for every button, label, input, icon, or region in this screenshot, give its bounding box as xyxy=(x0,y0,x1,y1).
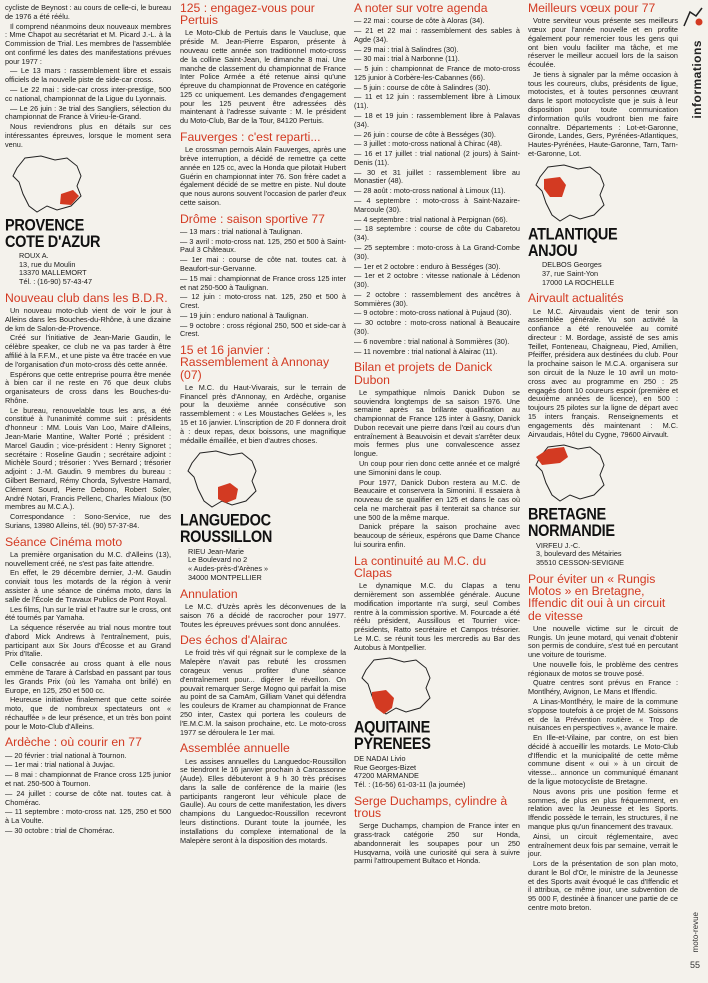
paragraph: Le crossman pernois Alain Fauverges, après une brève interruption, a décidé de remettre ça cette année en 125 cc, avec la Honda que pilotait Hubert Guérin en championnat inter 76. Son frère cadet a également décidé de se mettre en piste. Nul doute que nous aurons souvent l'occasion de parler d'eux cette saison. xyxy=(180,145,346,207)
paragraph: A Linas-Montlhéry, le maire de la commune s'oppose toutefois à ce projet de M. Soissons et de la Prévention routière. « Trop de nuisances en perspectives », avance le maire. xyxy=(528,697,678,733)
agenda-item: — 1er et 2 octobre : enduro à Bességes (30). xyxy=(354,261,501,271)
article-heading: Fauverges : c'est reparti... xyxy=(180,130,321,144)
correspondent-address xyxy=(188,548,346,583)
paragraph: Quatre centres sont prévus en France : Montlhéry, Avignon, Le Mans et Iffendic. xyxy=(528,678,678,697)
correspondent-address xyxy=(536,542,678,568)
list-item: — 15 mai : championnat de France cross 125 inter et nat 250-500 à Taulignan. xyxy=(180,273,346,292)
article-heading: Airvault actualités xyxy=(528,291,624,306)
agenda-item: — 3 juillet : moto-cross national à Chirac (48). xyxy=(354,139,503,149)
paragraph: Il comprend néanmoins deux nouveaux membres : Mme Chapot au secrétariat et M. Picard J.-L. à la Commission de Trial. Les membres de l'assemblée ont confirmé les dates des manifestations prévues pour 1977 : xyxy=(5,21,171,66)
agenda-item: — 16 et 17 juillet : trial national (2 jours) à Saint-Denis (11). xyxy=(354,149,520,167)
paragraph: Créé sur l'initiative de Jean-Marie Gaudin, le célèbre speaker, ce club ne va pas tarder à être affilié à la F.F.M., et une piste va être tracée en vue de l'organisation d'un moto-cross dès cette année. xyxy=(5,333,171,369)
paragraph: Je tiens à signaler par la même occasion à tous les coureurs, clubs, présidents de ligue, motocistes, et à toutes personnes œuvrant dans le sport motocycliste que je suis à leur disposition pour toute communication d'information qu'ils voudront bien me faire connaître. Départements : Lot-et-Garonne, Gironde, Landes, Gers, Pyrénées-Atlantiques, Hautes-Pyrénées, Haute-Garonne, Tarn, Tarn-et-Garonne, Lot. xyxy=(528,69,678,158)
page-number: 55 xyxy=(689,960,700,970)
list-item: — 9 octobre : cross régional 250, 500 et side-car à Crest. xyxy=(180,320,346,339)
region-highlight xyxy=(536,447,568,465)
agenda-item: — 5 juin : championnat de France de moto-cross 125 junior à Corbère-les-Cabannes (66). xyxy=(354,64,520,82)
article-heading: Pour éviter un « Rungis Motos » en Bretagne, Iffendic dit oui à un circuit de vitesse xyxy=(528,571,666,623)
agenda-item: — 25 septembre : moto-cross à La Grand-Combe (30). xyxy=(354,242,520,261)
agenda-item: — 26 juin : course de côte à Bességes (30). xyxy=(354,129,496,139)
region-title: LANGUEDOC ROUSSILLON xyxy=(180,512,273,547)
section-logo-icon xyxy=(682,6,704,30)
paragraph: Les films, l'un sur le trial et l'autre sur le cross, ont été tournés par Yamaha. xyxy=(5,604,171,623)
address-line: 34000 MONTPELLIER xyxy=(188,572,262,582)
paragraph: Un nouveau moto-club vient de voir le jour à Alleins dans les Bouches-du-Rhône, à une dizaine de km de Salon-de-Provence. xyxy=(5,306,171,333)
paragraph: — Le 22 mai : side-car cross inter-prestige, 500 cc national, championnat de la Ligue du Lyonnais. xyxy=(5,85,171,103)
paragraph: Nous reviendrons plus en détails sur ces intéressantes épreuves, lorsque le moment sera venu. xyxy=(5,122,171,149)
address-line: 13370 MALLEMORT xyxy=(19,268,87,278)
paragraph: Pour 1977, Danick Dubon restera au M.C. de Beaucaire et conservera la Simonini. Il essaiera à nouveau de se qualifier en 125 et dans le cas où cela ne marcherait pas il tenterait sa chance sur une 500 de la même marque. xyxy=(354,477,520,522)
agenda-item: — 30 mai : trial à Narbonne (11). xyxy=(354,54,460,64)
list-item: — 3 avril : moto-cross nat. 125, 250 et 500 à Saint-Paul 3 Châteaux. xyxy=(180,236,346,255)
agenda-item: — 6 novembre : trial national à Sommières (30). xyxy=(354,336,510,346)
region-title: BRETAGNE NORMANDIE xyxy=(528,506,615,541)
list-item: — 12 juin : moto-cross nat. 125, 250 et 500 à Crest. xyxy=(180,292,346,311)
list-item: — 11 septembre : moto-cross nat. 125, 250 et 500 à La Voulte. xyxy=(5,807,171,826)
agenda-item: — 18 septembre : course de côte du Cabaretou (34). xyxy=(354,224,520,243)
paragraph: Le sympathique nîmois Danick Dubon se souviendra longtemps de sa saison 1976. Une semaine après sa brillante qualification au championnat de France 125 inter à Gasny, Danick Dubon recevait une pierre dans l'œil au cours d'un entraînement à Beauvoisin et devait s'arrêter deux mois fermes plus une convalescence assez longue. xyxy=(354,387,520,459)
paragraph: Le M.C. du Haut-Vivarais, sur le terrain de Financel près d'Annonay, en Ardèche, organise pour la deuxième année consécutive son rassemblement : « Les Moustaches Gelées », les 15 et 16 janvier. L'inscription de 20 F donnera droit à : deux repas, deux boissons, une magnifique médaille émaillée, et bien d'autres choses. xyxy=(180,382,346,445)
section-label: informations xyxy=(690,40,704,119)
address-line: Tél. : (16-90) 57-43-47 xyxy=(19,277,93,287)
article-heading: Annulation xyxy=(180,586,238,601)
article-heading: 125 : engagez-vous pour Pertuis xyxy=(180,1,315,28)
address-line: DE NADAI Livio xyxy=(354,753,406,763)
agenda-item: — 9 octobre : moto-cross national à Pujaud (30). xyxy=(354,308,512,318)
paragraph: Le bureau, renouvelable tous les ans, a été constitué à l'unanimité comme suit : présidents d'honneur : MM. Louis Van Loo, Maire d'Alleins, Jean-Marie Mantine, Walter Porté ; président : Marcel Gaudin ; vice-président : Henry Signoret ; secrétaire : Roseline Gaudin ; secrétaire adjoint : Michèle Sourd ; trésorier : Yves Bernard ; trésorier adjoint : J.-M. Gaudin. 9 membres du bureau : Gilbert Bernard, Rémy Chorda, Sylvestre Hamard, Clément Sourd, Pierre Debono, Robert Soler, André Notari, Francis Pellenc, Charles Mialoux (50 membres au M.C.A.). xyxy=(5,405,171,512)
france-map-aquitaine xyxy=(360,656,438,718)
correspondent-address xyxy=(354,755,520,790)
article-heading: La continuité au M.C. du Clapas xyxy=(354,553,487,580)
article-heading: Bilan et projets de Danick Dubon xyxy=(354,360,493,387)
region-highlight xyxy=(544,177,566,197)
list-item: — 8 mai : championnat de France cross 125 junior et nat. 250-500 à Tournon. xyxy=(5,770,171,789)
agenda-item: — 4 septembre : trial national à Perpignan (66). xyxy=(354,214,508,224)
address-line: 47200 MARMANDE xyxy=(354,771,419,781)
address-line: ROUX A. xyxy=(19,250,49,260)
paragraph: Lors de la présentation de son plan moto, durant le Bol d'Or, le ministre de la Jeunesse et des Sports avait évoqué le cas d'Iffendic et il attribua, ce même jour, une subvention de 95 000 F, destinée à financer une partie de ce centre moto breton. xyxy=(528,859,678,912)
paragraph: Une nouvelle victime sur le circuit de Rungis. Un jeune motard, qui venait d'obtenir son permis de conduire, s'est tué en percutant une voiture de tourisme. xyxy=(528,623,678,660)
region-highlight xyxy=(372,690,394,714)
article-heading: Meilleurs vœux pour 77 xyxy=(528,1,656,15)
france-map-provence xyxy=(11,154,89,216)
paragraph: Serge Duchamps, champion de France inter en grass-track catégorie 250 sur Honda, abandonnerait les soupapes pour un 250 Husqvarna, voilà une curiosité qui sera à suivre parmi l'attroupement Bultaco et Honda. xyxy=(354,821,520,866)
correspondent-address xyxy=(19,252,171,287)
list-item: — 1er mai : course de côte nat. toutes cat. à Beaufort-sur-Gervanne. xyxy=(180,255,346,273)
article-heading: Des échos d'Alairac xyxy=(180,633,288,648)
article-heading: Séance Cinéma moto xyxy=(5,534,123,549)
address-line: Rue Georges-Bizet xyxy=(354,762,417,772)
paragraph: Les assises annuelles du Languedoc-Roussillon se tiendront le 16 janvier prochain à Carcassonne (Aude). Elles débuteront à 9 h 30 très précises dans la salle de conférence de la mairie (les participants rangeront leur véhicule place de Gaulle). Au cours de cette manifestation, les divers champions du Languedoc-Roussillon recevront leurs distinctions. Durant toute la journée, les installations du complexe international de la Malepère seront à la disposition des motards. xyxy=(180,756,346,845)
paragraph: En effet, le 29 décembre dernier, J.-M. Gaudin conviait tous les motards de la région à venir assister à une séance de cinéma moto, dans la salle de l'École de Travaux Publics de Pont Royal. xyxy=(5,568,171,604)
paragraph: Correspondance : Sono-Service, rue des Surians, 13980 Alleins, tél. (90) 57-37-84. xyxy=(5,512,171,530)
paragraph: Nous avons pris une position ferme et sommes, de plus en plus fréquemment, en relation avec la Jeunesse et les Sports. Iffendic possède le terrain, les structures, il ne manque plus qu'un financement des travaux. xyxy=(528,786,678,831)
magazine-name: moto-revue xyxy=(691,912,700,953)
agenda-item: — 30 et 31 juillet : rassemblement libre au Monastier (48). xyxy=(354,167,520,186)
article-heading: Serge Duchamps, cylindre à trous xyxy=(354,793,508,821)
agenda-item: — 21 et 22 mai : rassemblement des sables à Agde (34). xyxy=(354,25,520,44)
region-title: AQUITAINE PYRENEES xyxy=(354,719,431,755)
address-line: 35510 CESSON-SEVIGNE xyxy=(536,558,625,568)
agenda-item: — 30 octobre : moto-cross national à Beaucaire (30). xyxy=(354,318,520,336)
paragraph: Espérons que cette entreprise pourra être menée à bien car il ne reste en 76 que deux clubs organisateurs de cross dans les Bouches-du-Rhône. xyxy=(5,369,171,405)
paragraph: La séquence réservée au trial nous montre tout d'abord Mick Andrews à l'entraînement, puis, participant aux Six Jours d'Écosse et au Grand Prix d'Italie. xyxy=(5,623,171,659)
column-1 xyxy=(5,0,171,837)
article-heading: Nouveau club dans les B.D.R. xyxy=(5,290,168,305)
list-item: — 20 février : trial national à Tournon. xyxy=(5,750,127,760)
address-line: Tél. : (16-56) 61-03-11 (la journée) xyxy=(354,780,466,790)
paragraph: Celle consacrée au cross quant à elle nous emmène de Tarare à Carlsbad en passant par tous les Grands Prix (où les Yamaha ont brillé) en Europe, en 125, 250 et 500 cc. xyxy=(5,659,171,695)
paragraph: Un coup pour rien donc cette année et ce malgré une Simonini dans le coup. xyxy=(354,458,520,477)
address-line: DELBOS Georges xyxy=(542,260,602,270)
agenda-item: — 11 novembre : trial national à Alairac (11). xyxy=(354,346,498,356)
column-3 xyxy=(354,0,520,867)
paragraph: cycliste de Beynost : au cours de celle-ci, le bureau de 1976 a été réélu. xyxy=(5,3,171,21)
paragraph: La première organisation du M.C. d'Alleins (13), nouvellement créé, ne s'est pas faite attendre. xyxy=(5,549,171,568)
address-line: Le Boulevard no 2 xyxy=(188,555,248,565)
agenda-item: — 1er et 2 octobre : vitesse nationale à Lédenon (30). xyxy=(354,271,520,290)
paragraph: Danick prépare la saison prochaine avec beaucoup de sérieux, espérons que Dame Chance lui sourira enfin. xyxy=(354,522,520,550)
paragraph: Ainsi, un circuit réglementaire, avec entraînement deux fois par semaine, verrait le jour. xyxy=(528,831,678,859)
agenda-item: — 28 août : moto-cross national à Limoux (11). xyxy=(354,186,506,196)
list-item: — 1er mai : trial national à Juvjac. xyxy=(5,760,115,770)
agenda-list xyxy=(354,17,520,356)
agenda-item: — 11 et 12 juin : rassemblement libre à Limoux (11). xyxy=(354,92,520,111)
article-heading: Assemblée annuelle xyxy=(180,741,290,756)
list-item: — 30 octobre : trial de Chomérac. xyxy=(5,825,115,835)
paragraph: En Ille-et-Vilaine, par contre, on est bien décidé à accueillir les motards. Le Moto-Club d'Iffendic et la municipalité de cette même commune disent « oui » à un circuit de vitesse... annonce un communiqué émanant de la ligue motocycliste de Bretagne. xyxy=(528,733,678,787)
article-heading: A noter sur votre agenda xyxy=(354,1,488,15)
agenda-item: — 29 mai : trial à Salindres (30). xyxy=(354,44,459,54)
france-map-atlantique xyxy=(534,163,612,225)
france-map-languedoc xyxy=(186,449,264,511)
agenda-item: — 22 mai : course de côte à Aloras (34). xyxy=(354,16,485,26)
region-highlight xyxy=(60,190,79,205)
column-4 xyxy=(528,0,678,914)
article-heading: Drôme : saison sportive 77 xyxy=(180,211,325,226)
region-highlight xyxy=(218,483,238,503)
paragraph: Une nouvelle fois, le problème des centres régionaux de motos se trouve posé. xyxy=(528,659,678,678)
agenda-item: — 18 et 19 juin : rassemblement libre à Palavas (34). xyxy=(354,111,520,129)
list-item: — 24 juillet : course de côte nat. toutes cat. à Chomérac. xyxy=(5,788,171,807)
region-title: PROVENCE COTE D'AZUR xyxy=(5,216,101,252)
paragraph: Le M.C. d'Uzès après les déconvenues de la saison 76 a décidé de raccrocher pour 1977. Toutes les épreuves prévues sont donc annulées. xyxy=(180,601,346,629)
paragraph: — Le 26 juin : 3e trial des Sangliers, sélection du championnat de France à Virieu-le-Grand. xyxy=(5,103,171,122)
paragraph: — Le 13 mars : rassemblement libre et essais officiels de la nouvelle piste de side-car cross. xyxy=(5,66,171,85)
correspondent-address xyxy=(542,261,678,287)
address-line: « Audes-près-d'Arènes » xyxy=(188,564,269,574)
article-heading: Ardèche : où courir en 77 xyxy=(5,735,142,750)
address-line: RIEU Jean-Marie xyxy=(188,546,244,556)
france-map-bretagne xyxy=(534,443,612,505)
paragraph: Le Moto-Club de Pertuis dans le Vaucluse, que préside M. Jean-Pierre Esparon, présente à nouveau cette année son traditionnel moto-cross de la colline Saint-Jean, le dimanche 8 mai. Une manche de classement du championnat de France Inter Police Armée a été retenue ainsi qu'une épreuve du championnat de Provence en catégorie 125 cc uniquement. Les demandes d'engagement pour les 125 peuvent être adressées dès maintenant à l'adresse suivante : M. le président du Moto-Club, Bar de la Tour, 84120 Pertuis. xyxy=(180,28,346,126)
agenda-item: — 2 octobre : rassemblement des ancêtres à Sommières (30). xyxy=(354,289,520,308)
column-2 xyxy=(180,0,346,846)
agenda-item: — 4 septembre : moto-cross à Saint-Nazaire-Marcoule (30). xyxy=(354,196,520,214)
paragraph: Votre serviteur vous présente ses meilleurs vœux pour l'année nouvelle et en profite également pour remercier tous les gens qui ont bien voulu faciliter ma tâche, et me réserver le meilleur accueil lors de la saison écoulée. xyxy=(528,16,678,70)
paragraph: Le dynamique M.C. du Clapas a tenu dernièrement son assemblée générale. Aucune modification importante n'a surgi, seul Combes rentre à la commission sportive. M. Fourcade a été réélu président, Aussillous et Tourrier vice-présidents, Ratto secrétaire et Campos trésorier. Le M.C. se réunit tous les mercredis au Bar des Autobus à Montpellier. xyxy=(354,581,520,652)
paragraph: Heureuse initiative finalement que cette soirée moto, que de nombreux spectateurs ont « réchauffée » de leur présence, et un très bon point pour le Moto-Club d'Alleins. xyxy=(5,695,171,731)
address-line: VIRFEU J.-C. xyxy=(536,540,581,550)
agenda-item: — 5 juin : course de côte à Salindres (30). xyxy=(354,82,491,92)
list-item: — 13 mars : trial national à Taulignan. xyxy=(180,226,303,236)
article-heading: 15 et 16 janvier : Rassemblement à Annonay (07) xyxy=(180,343,330,382)
address-line: 3, boulevard des Métairies xyxy=(536,549,622,559)
address-line: 37, rue Saint-Yon xyxy=(542,268,599,278)
paragraph: Le froid très vif qui régnait sur le complexe de la Malepère n'avait pas rebuté les crossmen corageux venus profiter d'une séance d'entraînement pour... digérer le réveillon. On pouvait remarquer Serge Mogno qui parfait la mise au point de sa CamAm, Gilliam Vanet qui défendra les couleurs de Kramer au championnat de France 250 inter, Castex qui portera les couleurs de l'E.M.C.M. la saison prochaine, etc. Le moto-cross 1977 se déroulera le 1er mai. xyxy=(180,648,346,737)
paragraph: Le M.C. Airvaudais vient de tenir son assemblée générale. Vu son activité la confiance a été renouvelée au comité directeur : M. Bordage, assisté de ses amis Teillet, Fonteneau, Chaigneau, Pied, Amilien, Pfeiffer, présidera aux destinées du club. Pour la prochaine saison le M.C.A. organisera sur son circuit de la Nuze le 10 avril un moto-cross avec au programme en 250 : 25 engagés dont 10 coureurs espoir (première et deuxième années de licence), en 500 : toujours 25 pilotes sur la ligne de départ avec 15 inters français. Renseignements et engagements dès maintenant : M.C. Airvaudais, Hôtel du Cygne, 79600 Airvault. xyxy=(528,306,678,439)
address-line: 13, rue du Moulin xyxy=(19,259,76,269)
region-title: ATLANTIQUE ANJOU xyxy=(528,225,618,261)
address-line: 17000 LA ROCHELLE xyxy=(542,277,615,287)
list-item: — 19 juin : enduro national à Taulignan. xyxy=(180,310,309,320)
